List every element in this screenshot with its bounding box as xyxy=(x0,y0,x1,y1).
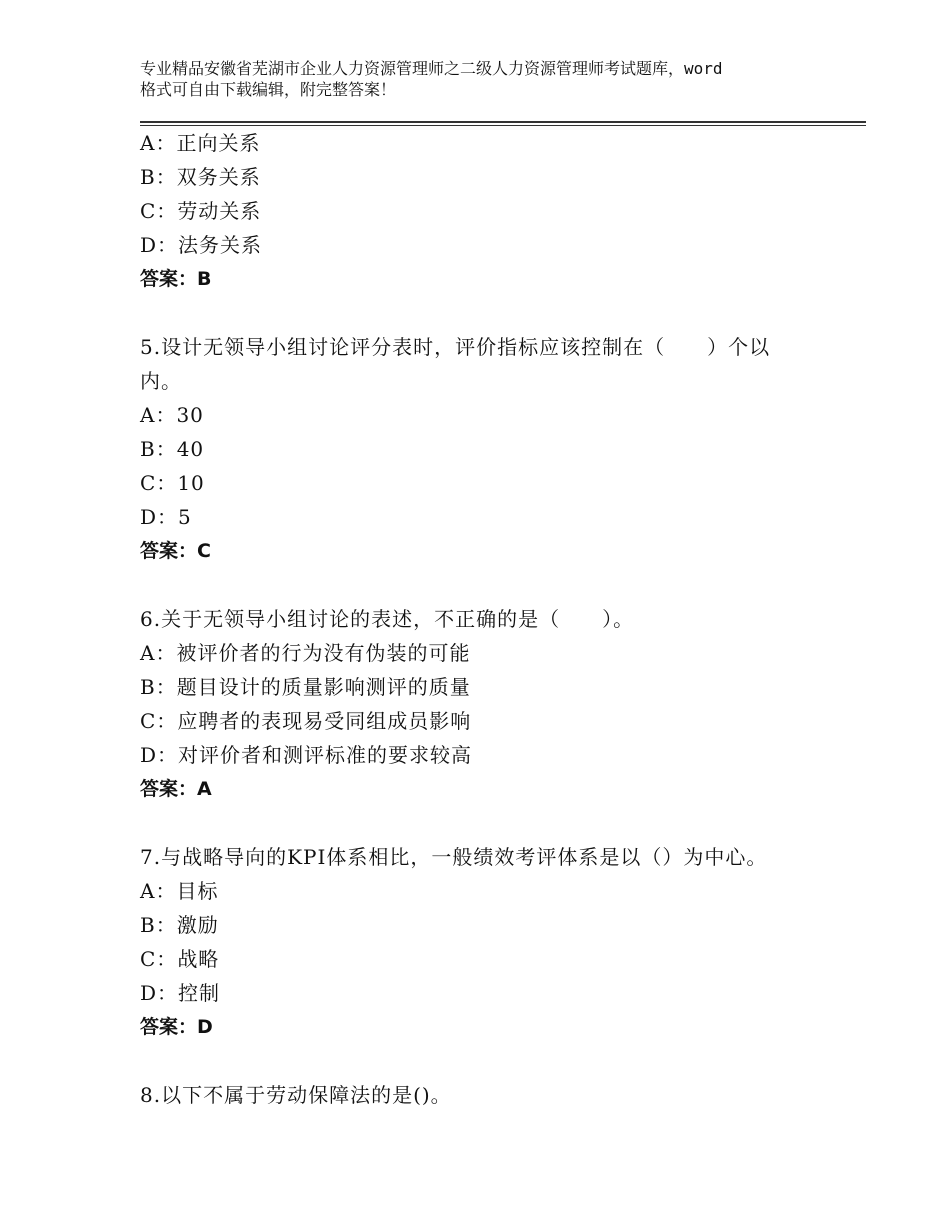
option-text: 法务关系 xyxy=(178,233,263,257)
option-d xyxy=(140,228,840,262)
option-b xyxy=(140,670,840,704)
spacer xyxy=(140,568,840,602)
option-key: C： xyxy=(140,471,178,495)
option-key: A： xyxy=(140,641,177,665)
option-a xyxy=(140,636,840,670)
answer: 答案：B xyxy=(140,268,212,290)
question-text: 6.关于无领导小组讨论的表述，不正确的是（ ）。 xyxy=(140,607,635,631)
document-header xyxy=(140,58,830,100)
option-a xyxy=(140,126,840,160)
option-text: 激励 xyxy=(176,913,219,937)
option-a xyxy=(140,398,840,432)
option-a xyxy=(140,874,840,908)
option-text: 30 xyxy=(176,403,204,427)
option-text: 10 xyxy=(177,471,205,495)
option-c xyxy=(140,942,840,976)
header-line-1: 专业精品安徽省芜湖市企业人力资源管理师之二级人力资源管理师考试题库，word xyxy=(140,59,723,78)
option-b xyxy=(140,908,840,942)
question-text: 5.设计无领导小组讨论评分表时，评价指标应该控制在（ ）个以 xyxy=(140,335,771,359)
option-text: 目标 xyxy=(176,879,219,903)
option-key: A： xyxy=(140,403,177,427)
header-rule-thick xyxy=(140,121,866,123)
option-d xyxy=(140,738,840,772)
option-c xyxy=(140,194,840,228)
option-b xyxy=(140,432,840,466)
question-5 xyxy=(140,330,840,568)
header-line-2: 格式可自由下载编辑，附完整答案！ xyxy=(140,80,397,99)
question-8 xyxy=(140,1078,840,1112)
option-c xyxy=(140,466,840,500)
option-key: A： xyxy=(140,879,177,903)
option-key: C： xyxy=(140,947,178,971)
option-key: B： xyxy=(140,437,177,461)
option-text: 对评价者和测评标准的要求较高 xyxy=(178,743,473,767)
option-key: D： xyxy=(140,505,179,529)
option-key: D： xyxy=(140,743,179,767)
question-text-continued: 内。 xyxy=(140,369,182,393)
question-4 xyxy=(140,126,840,296)
spacer xyxy=(140,296,840,330)
option-key: D： xyxy=(140,233,179,257)
option-text: 应聘者的表现易受同组成员影响 xyxy=(177,709,472,733)
option-text: 5 xyxy=(178,505,192,529)
option-text: 正向关系 xyxy=(176,131,261,155)
option-text: 劳动关系 xyxy=(177,199,262,223)
answer: 答案：C xyxy=(140,540,211,562)
option-text: 40 xyxy=(176,437,205,461)
question-text: 7.与战略导向的KPI体系相比，一般绩效考评体系是以（）为中心。 xyxy=(140,845,768,869)
option-text: 战略 xyxy=(177,947,220,971)
option-key: B： xyxy=(140,913,177,937)
question-6 xyxy=(140,602,840,806)
option-key: B： xyxy=(140,675,177,699)
spacer xyxy=(140,1044,840,1078)
answer: 答案：A xyxy=(140,778,212,800)
option-text: 题目设计的质量影响测评的质量 xyxy=(176,675,471,699)
option-d xyxy=(140,976,840,1010)
question-7 xyxy=(140,840,840,1044)
option-d xyxy=(140,500,840,534)
option-key: C： xyxy=(140,199,178,223)
option-key: A： xyxy=(140,131,177,155)
spacer xyxy=(140,806,840,840)
option-key: D： xyxy=(140,981,179,1005)
question-text: 8.以下不属于劳动保障法的是()。 xyxy=(140,1083,452,1107)
option-key: C： xyxy=(140,709,178,733)
option-text: 控制 xyxy=(178,981,221,1005)
option-c xyxy=(140,704,840,738)
option-text: 被评价者的行为没有伪装的可能 xyxy=(176,641,471,665)
option-text: 双务关系 xyxy=(176,165,261,189)
answer: 答案：D xyxy=(140,1016,213,1038)
document-body xyxy=(140,126,840,1112)
option-key: B： xyxy=(140,165,177,189)
option-b xyxy=(140,160,840,194)
